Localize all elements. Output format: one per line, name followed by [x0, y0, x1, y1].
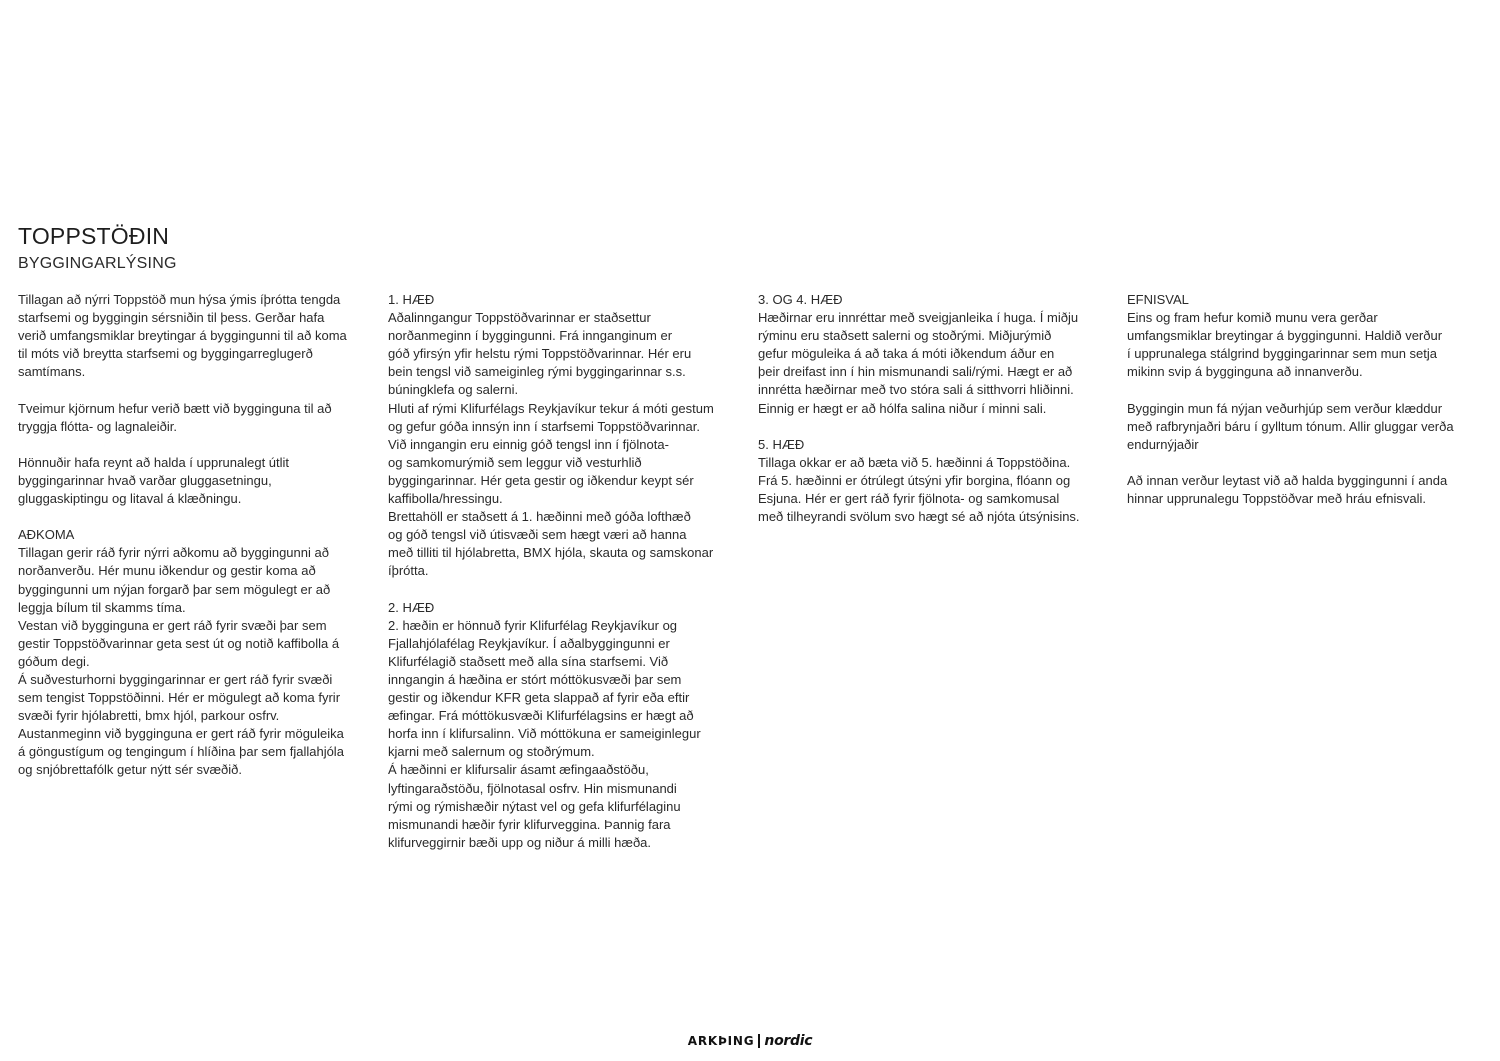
section-floor-5: 5. HÆÐ Tillaga okkar er að bæta við 5. hæðinni á Toppstöðina. Frá 5. hæðinni er ótrúlegt útsýni yfir borgina, flóann og Esjuna. Hér er gert ráð fyrir fjölnota- og samkomusal með tilheyrandi svölum svo hægt sé að njóta útsýnisins. — [758, 436, 1080, 525]
paragraph-interior: Að innan verður leytast við að halda byggingunni í anda hinnar upprunalegu Toppstöðvar með hráu efnisvali. — [1127, 472, 1448, 507]
paragraph-envelope: Byggingin mun fá nýjan veðurhjúp sem verður klæddur með rafbrynjaðri báru í gylltum tónum. Allir gluggar verða endurnýjaðir — [1127, 400, 1454, 452]
paragraph-intro: Tillagan að nýrri Toppstöð mun hýsa ýmis íþrótta tengda starfsemi og byggingin sérsniðin til þess. Gerðar hafa verið umfangsmiklar breytingar á byggingunni til að koma til móts við breytta starfsemi og byggingarreglugerð samtímans. — [18, 292, 347, 380]
logo-nordic: nordic — [764, 1033, 813, 1049]
text-column-2 — [388, 291, 750, 852]
section-efnisval: EFNISVAL Eins og fram hefur komið munu vera gerðar umfangsmiklar breytingar á byggingunni. Haldið verður í upprunalega stálgrind byggingarinnar sem mun setja mikinn svip á bygginguna að innanverðu. — [1127, 292, 1443, 380]
text-column-4 — [1127, 291, 1489, 508]
section-floor-3-4: 3. OG 4. HÆÐ Hæðirnar eru innréttar með sveigjanleika í huga. Í miðju rýminu eru staðsett salerni og stoðrými. Miðjurýmið gefur möguleika á að taka á móti iðkendum áður en þeir dreifast inn í hin mismunandi sali/rými. Hægt er að innrétta hæðirnar með tvo stóra sali á sitthvorri hliðinni. Einnig er hægt er að hólfa salina niður í minni sali. — [758, 292, 1079, 416]
footer-logo — [0, 1033, 1500, 1049]
logo-divider — [758, 1034, 760, 1048]
paragraph-cores: Tveimur kjörnum hefur verið bætt við bygginguna til að tryggja flótta- og lagnaleiðir. — [18, 400, 332, 434]
page-subtitle: BYGGINGARLÝSING — [18, 255, 177, 272]
text-column-1 — [18, 291, 380, 780]
section-floor-2: 2. HÆÐ 2. hæðin er hönnuð fyrir Klifurfélag Reykjavíkur og Fjallahjólafélag Reykjavíkur. Í aðalbyggingunni er Klifurfélagið staðsett með alla sína starfsemi. Við inngangin á hæðina er stórt móttökusvæði þar sem gestir og iðkendur KFR geta slappað af fyrir eða eftir æfingar. Frá móttökusvæði Klifurfélagsins er hægt að horfa inn í klifursalinn. Við móttökuna er sameiginlegur kjarni með salernum og stoðrýmum. Á hæðinni er klifursalir ásamt æfingaaðstöðu, lyftingaraðstöðu, fjölnotasal osfrv. Hin mismunandi rými og rýmishæðir nýtast vel og gefa klifurfélaginu mismunandi hæðir fyrir klifurveggina. Þannig fara klifurveggirnir bæði upp og niður á milli hæða. — [388, 599, 701, 850]
section-floor-1: 1. HÆÐ Aðalinngangur Toppstöðvarinnar er staðsettur norðanmeginn í byggingunni. Frá innganginum er góð yfirsýn yfir helstu rými Toppstöðvarinnar. Hér eru bein tengsl við sameiginleg rými byggingarinnar s.s. búningklefa og salerni. Hluti af rými Klifurfélags Reykjavíkur tekur á móti gestum og gefur góða innsýn inn í starfsemi Toppstöðvarinnar. Við inngangin eru einnig góð tengsl inn í fjölnota- og samkomurýmið sem leggur við vesturhlið byggingarinnar. Hér geta gestir og iðkendur keypt sér kaffibolla/hressingu. Brettahöll er staðsett á 1. hæðinni með góða lofthæð og góð tengsl við útisvæði sem hægt væri að hanna með tilliti til hjólabretta, BMX hjóla, skauta og samskonar íþrótta. — [388, 292, 714, 579]
section-adkoma: AÐKOMA Tillagan gerir ráð fyrir nýrri aðkomu að byggingunni að norðanverðu. Hér munu iðkendur og gestir koma að byggingunni um nýjan forgarð þar sem mögulegt er að leggja bílum til skamms tíma. Vestan við bygginguna er gert ráð fyrir svæði þar sem gestir Toppstöðvarinnar geta sest út og notið kaffibolla á góðum degi. Á suðvesturhorni byggingarinnar er gert ráð fyrir svæði sem tengist Toppstöðinni. Hér er mögulegt að koma fyrir svæði fyrir hjólabretti, bmx hjól, parkour osfrv. Austanmeginn við bygginguna er gert ráð fyrir möguleika á göngustígum og tengingum í hlíðina þar sem fjallahjóla og snjóbrettafólk getur nýtt sér svæðið. — [18, 527, 344, 778]
paragraph-appearance: Hönnuðir hafa reynt að halda í upprunalegt útlit byggingarinnar hvað varðar gluggasetningu, gluggaskiptingu og litaval á klæðningu. — [18, 454, 290, 507]
text-column-3 — [758, 291, 1120, 526]
logo-arkthing: ARKÞING — [687, 1034, 755, 1048]
page-title: TOPPSTÖÐIN — [18, 223, 170, 249]
